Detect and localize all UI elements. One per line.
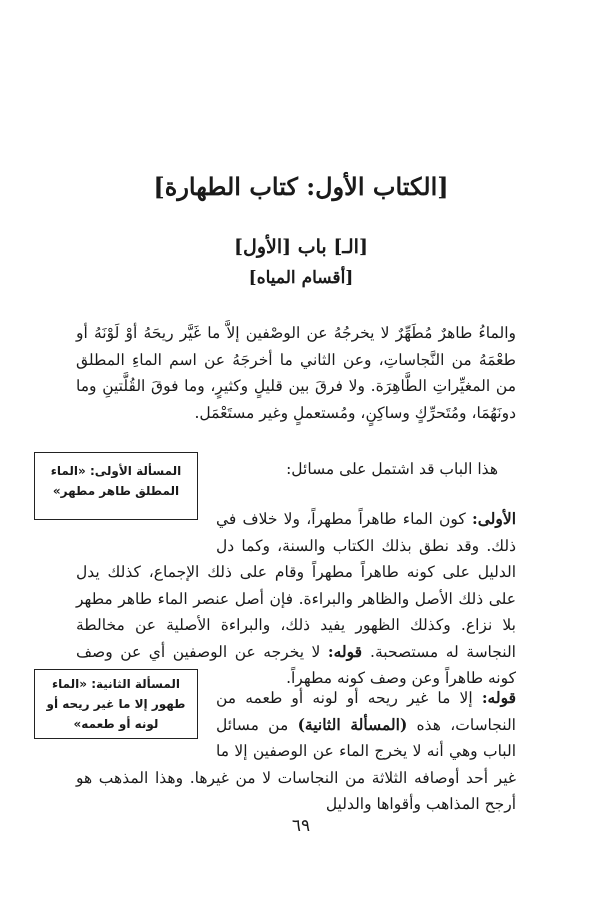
intro-paragraph: هذا الباب قد اشتمل على مسائل: — [286, 460, 498, 478]
first-issue-text: كون الماء طاهراً مطهراً، ولا خلاف في ذلك. وقد نطق بذلك الكتاب والسنة، وكما دل الدليل على كونه طاهراً مطهراً وقام على ذلك الإجماع، كذلك يدل على ذلك الأصل والظاهر والبراءة. فإن أصل عنصر الماء طاهر مطهر بلا نزاع. وكذلك الظهور يفيد ذلك، والبراءة الأصلية عن مخالطة النجاسة له مستصحبة. — [76, 510, 516, 661]
second-issue-text-2: من مسائل الباب وهي أنه لا يخرج الماء عن الوصفين إلا ما غير أحد أوصافه الثلاثة من النجاسات لا من غيرها. وهذا المذهب هو أرجح المذاهب وأقواها والدليل — [76, 715, 516, 813]
book-title: [الكتاب الأول: كتاب الطهارة] — [153, 172, 449, 201]
second-issue-name: (المسألة الثانية) — [297, 714, 408, 734]
second-issue-label: قوله: — [481, 688, 516, 707]
first-issue-label: الأولى: — [472, 509, 516, 528]
second-issue-paragraph — [76, 685, 516, 818]
chapter-title: [الـ] باب [الأول] — [234, 236, 368, 258]
margin-note-space — [76, 506, 216, 558]
main-text-paragraph: والماءُ طاهرٌ مُطَهِّرٌ لا يخرجُهُ عن الوصْفين إلاَّ ما غَيَّر ريحَهُ أوْ لَوْنَهُ أو طعْمَهُ من النَّجاساتِ، وعن الثاني ما أخرجَهُ عن اسم الماءِ المطلق من المغيِّراتِ الطَّاهِرَة. ولا فرقَ بين قليلٍ وكثيرٍ، وما فوقَ القُلَّتينِ وما دونَهُمَا، ومُتَحرِّكٍ وساكِنٍ، ومُستعملٍ وغير مستَعْمَل. — [76, 324, 516, 422]
first-issue-paragraph — [76, 506, 516, 692]
page-number: ٦٩ — [291, 816, 311, 836]
margin-note-space-2 — [76, 685, 216, 739]
second-issue-text: إلا ما غير ريحه أو لونه أو طعمه من النجاسات، هذه — [216, 689, 516, 734]
chapter-subtitle: [أقسام المياه] — [248, 268, 354, 288]
first-issue-text-2: لا يخرجه عن الوصفين أي عن وصف كونه طاهراً وعن وصف كونه مطهراً. — [76, 642, 516, 687]
margin-note-second-issue: المسألة الثانية: «الماء طهور إلا ما غير ريحه أو لونه أو طعمه» — [34, 669, 198, 739]
qawluhu-label: قوله: — [327, 641, 371, 661]
margin-note-first-issue: المسألة الأولى: «الماء المطلق طاهر مطهر» — [34, 452, 198, 520]
